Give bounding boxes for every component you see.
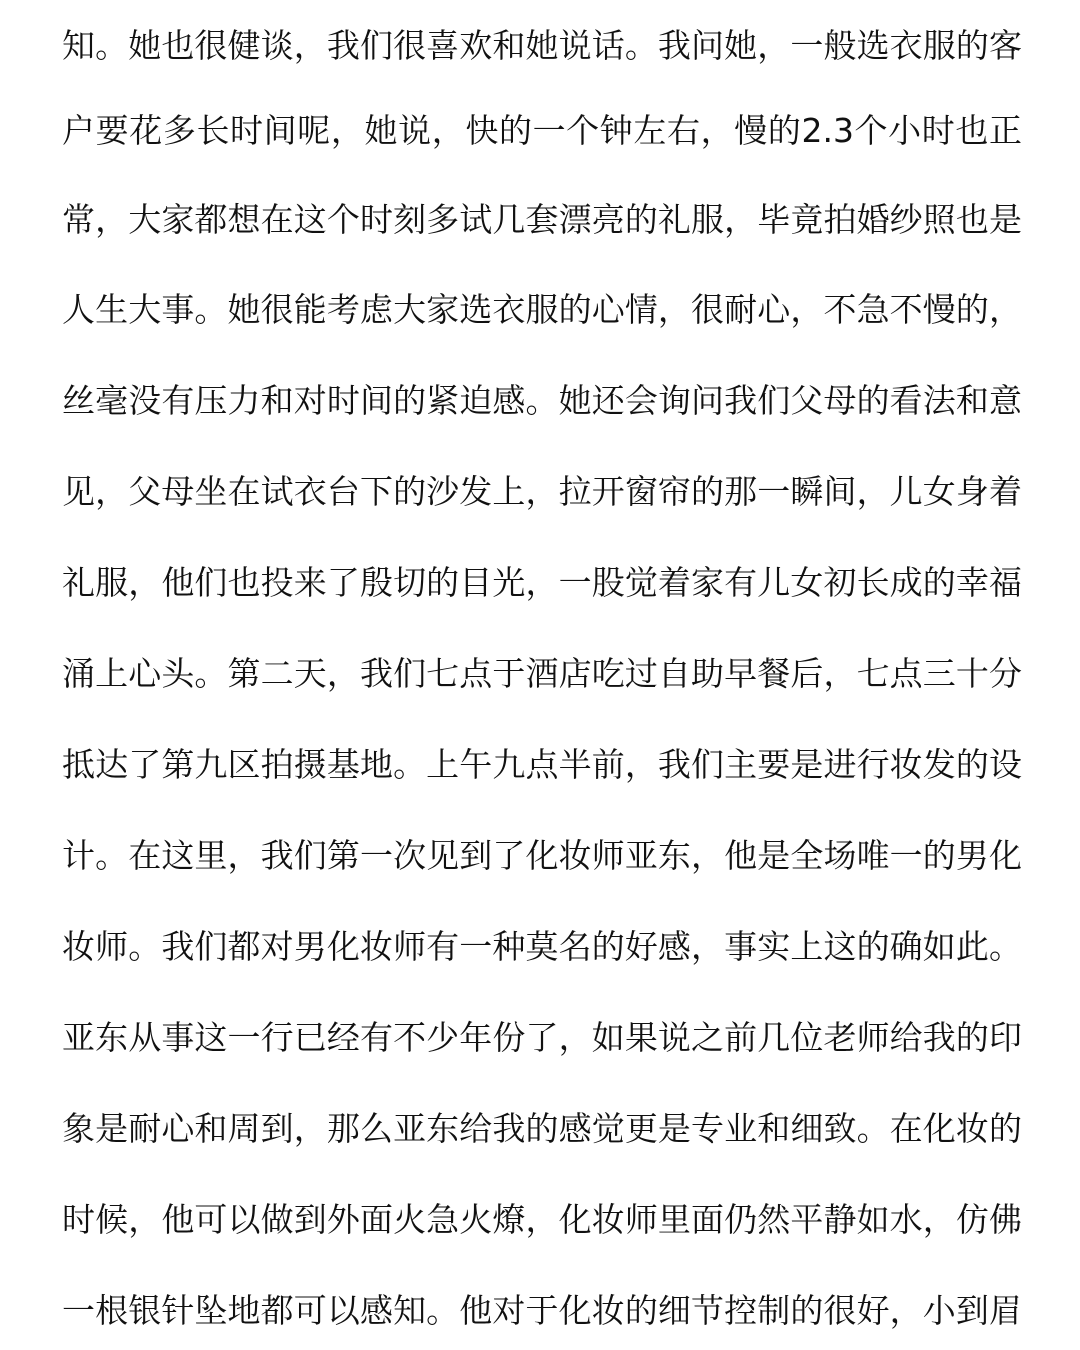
text-line: 常，大家都想在这个时刻多试几套漂亮的礼服，毕竟拍婚纱照也是 (62, 200, 1022, 239)
text-line: 户要花多长时间呢，她说，快的一个钟左右，慢的2.3个小时也正 (62, 111, 1022, 150)
text-line: 丝毫没有压力和对时间的紧迫感。她还会询问我们父母的看法和意 (62, 381, 1022, 420)
text-line: 见，父母坐在试衣台下的沙发上，拉开窗帘的那一瞬间，儿女身着 (62, 472, 1022, 511)
text-line: 时候，他可以做到外面火急火燎，化妆师里面仍然平静如水，仿佛 (62, 1200, 1022, 1239)
text-line: 礼服，他们也投来了殷切的目光，一股觉着家有儿女初长成的幸福 (62, 563, 1022, 602)
text-line: 涌上心头。第二天，我们七点于酒店吃过自助早餐后，七点三十分 (62, 654, 1022, 693)
text-line: 计。在这里，我们第一次见到了化妆师亚东，他是全场唯一的男化 (62, 836, 1022, 875)
text-line: 象是耐心和周到，那么亚东给我的感觉更是专业和细致。在化妆的 (62, 1109, 1022, 1148)
text-line: 一根银针坠地都可以感知。他对于化妆的细节控制的很好，小到眉 (62, 1291, 1022, 1330)
text-line: 妆师。我们都对男化妆师有一种莫名的好感，事实上这的确如此。 (62, 927, 1022, 966)
text-line: 亚东从事这一行已经有不少年份了，如果说之前几位老师给我的印 (62, 1018, 1022, 1057)
text-line: 人生大事。她很能考虑大家选衣服的心情，很耐心，不急不慢的， (62, 290, 1022, 329)
text-line: 抵达了第九区拍摄基地。上午九点半前，我们主要是进行妆发的设 (62, 745, 1022, 784)
text-line: 知。她也很健谈，我们很喜欢和她说话。我问她，一般选衣服的客 (62, 26, 1022, 65)
